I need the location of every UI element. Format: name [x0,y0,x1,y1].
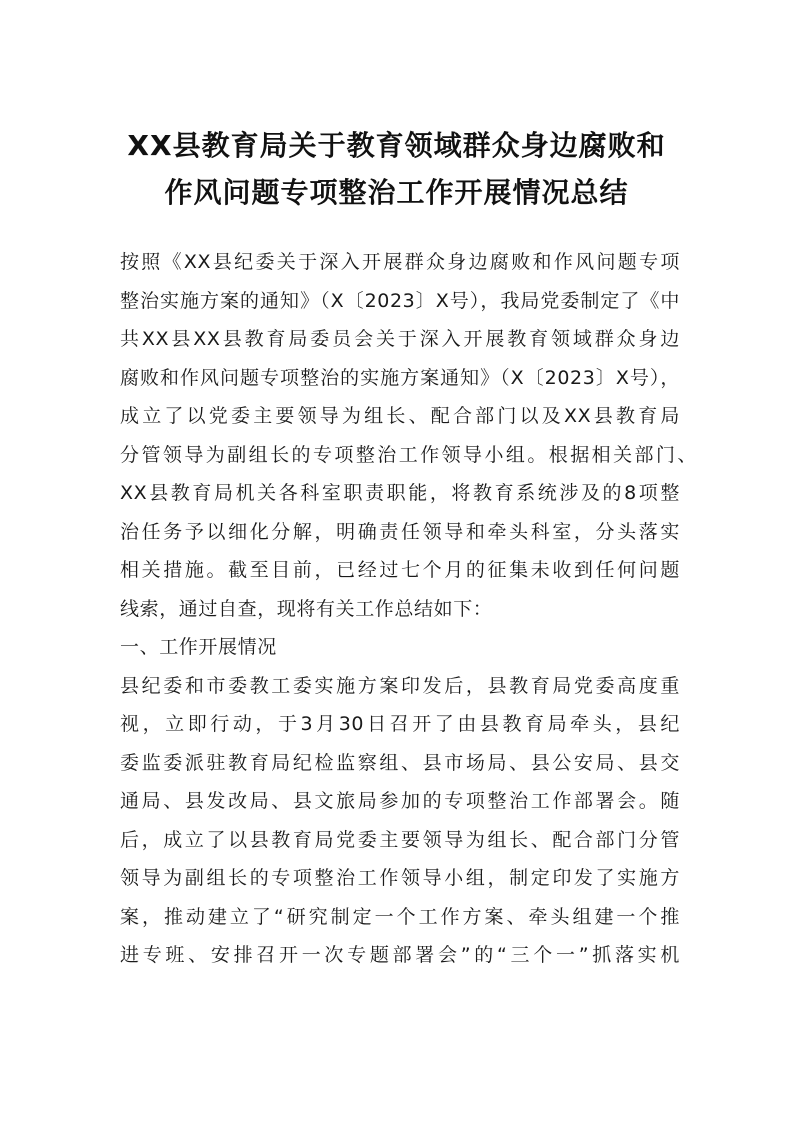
document-body [120,243,697,975]
document-title-line-1: XX县教育局关于教育领域群众身边腐败和 [127,129,666,162]
body-line: 治任务予以细化分解，明确责任领导和牵头科室，分头落实 [120,520,680,543]
body-line: 按照《XX县纪委关于深入开展群众身边腐败和作风问题专项 [120,251,680,273]
body-line: 线索，通过自查，现将有关工作总结如下： [120,597,493,620]
section-heading: 一、工作开展情况 [120,636,277,658]
body-line: 后，成立了以县教育局党委主要领导为组长、配合部门分管 [120,828,680,851]
body-line: 领导为副组长的专项整治工作领导小组，制定印发了实施方 [120,867,680,889]
body-line: 视，立即行动，于3月30日召开了由县教育局牵头，县纪 [120,713,680,735]
body-line: 通局、县发改局、县文旅局参加的专项整治工作部署会。随 [120,790,680,812]
body-line: 案，推动建立了“研究制定一个工作方案、牵头组建一个推 [120,905,680,928]
body-line: 成立了以党委主要领导为组长、配合部门以及XX县教育局 [120,405,680,427]
body-line: 共XX县XX县教育局委员会关于深入开展教育领域群众身边 [120,328,680,350]
body-line: 分管领导为副组长的专项整治工作领导小组。根据相关部门、 [120,443,697,466]
body-line: XX县教育局机关各科室职责职能，将教育系统涉及的8项整 [120,482,680,504]
body-line: 相关措施。截至目前，已经过七个月的征集未收到任何问题 [120,559,680,581]
body-line: 整治实施方案的通知》（X〔2023〕X号），我局党委制定了《中 [120,289,680,312]
document-title-line-2: 作风问题专项整治工作开展情况总结 [164,176,629,209]
body-line: 进专班、安排召开一次专题部署会”的“三个一”抓落实机 [120,944,680,966]
body-line: 腐败和作风问题专项整治的实施方案通知》（X〔2023〕X号）， [120,366,680,389]
body-line: 县纪委和市委教工委实施方案印发后，县教育局党委高度重 [120,674,680,697]
body-line: 委监委派驻教育局纪检监察组、县市场局、县公安局、县交 [120,751,680,774]
